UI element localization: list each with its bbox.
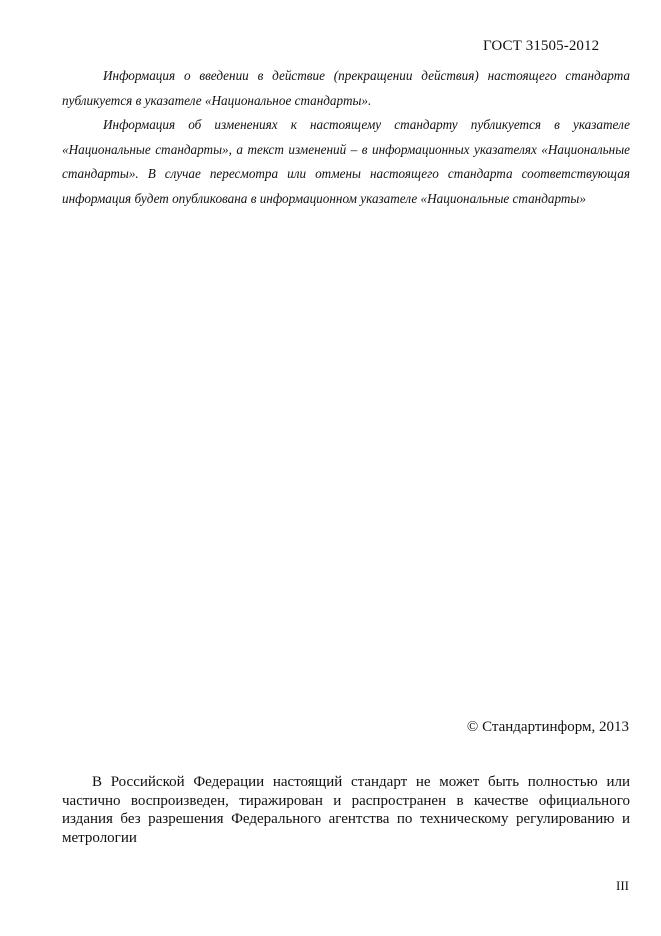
standard-code-header: ГОСТ 31505-2012 (483, 38, 600, 54)
reproduction-notice-block (62, 773, 630, 847)
publication-notice-block (62, 64, 630, 211)
copyright-line: © Стандартинформ, 2013 (466, 719, 629, 735)
reproduction-notice-paragraph: В Российской Федерации настоящий стандарт не может быть полностью или частично воспроизведен, тиражирован и распространен в качестве официального издания без разрешения Федерального агентства по техническому регулированию и метрологии (62, 774, 630, 846)
notice-paragraph-changes: Информация об изменениях к настоящему стандарту публикуется в указателе «Национальные стандарты», а текст изменений – в информационных указателях «Национальные стандарты». В случае пересмотра или отмены настоящего стандарта соответствующая информация будет опубликована в информационном указателе «Национальные стандарты» (62, 117, 630, 206)
page-number: III (616, 878, 629, 893)
notice-paragraph-introduction: Информация о введении в действие (прекращении действия) настоящего стандарта публикуется в указателе «Национальное стандарты». (62, 68, 630, 108)
